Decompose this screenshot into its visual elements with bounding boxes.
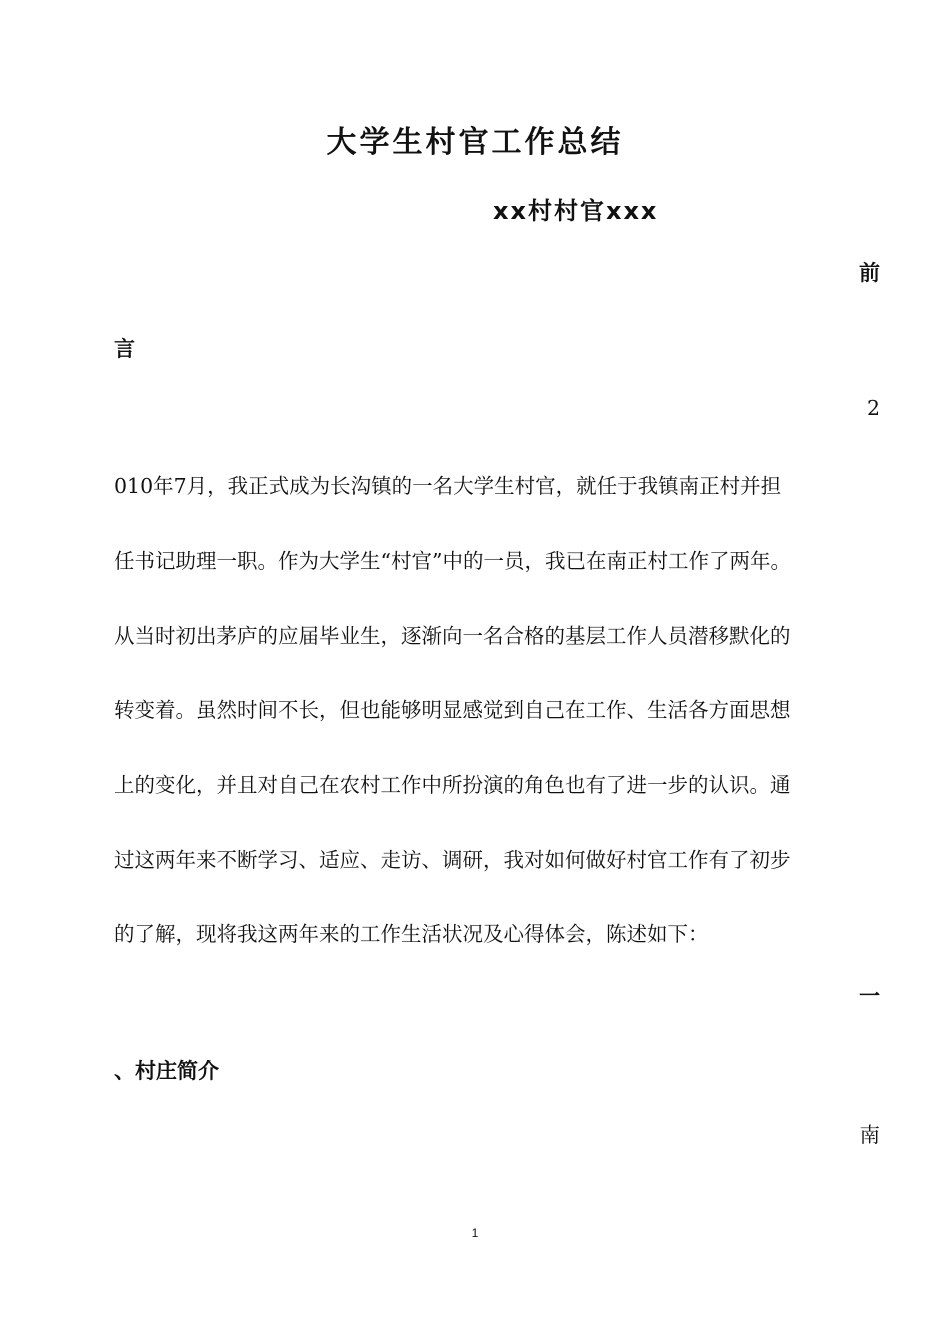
paragraph-line: 转变着。虽然时间不长，但也能够明显感觉到自己在工作、生活各方面思想 bbox=[114, 698, 791, 722]
paragraph-first-char: 2 bbox=[866, 396, 880, 420]
author-line: xx村村官xxx bbox=[493, 197, 659, 225]
preface-heading-part2: 言 bbox=[114, 337, 135, 361]
section-heading-part2: 、村庄简介 bbox=[114, 1059, 219, 1083]
paragraph-line: 过这两年来不断学习、适应、走访、调研，我对如何做好村官工作有了初步 bbox=[114, 848, 791, 872]
preface-heading-part1: 前 bbox=[859, 261, 880, 285]
section-heading-part1: 一 bbox=[859, 984, 880, 1008]
paragraph-line: 010年7月，我正式成为长沟镇的一名大学生村官，就任于我镇南正村并担 bbox=[114, 474, 782, 498]
paragraph-line: 的了解，现将我这两年来的工作生活状况及心得体会，陈述如下： bbox=[114, 922, 709, 946]
paragraph-line: 上的变化，并且对自己在农村工作中所扮演的角色也有了进一步的认识。通 bbox=[114, 773, 791, 797]
page-number: 1 bbox=[471, 1226, 479, 1240]
section-first-char: 南 bbox=[859, 1123, 880, 1147]
document-title: 大学生村官工作总结 bbox=[326, 125, 624, 160]
paragraph-line: 任书记助理一职。作为大学生“村官”中的一员，我已在南正村工作了两年。 bbox=[114, 549, 791, 573]
paragraph-line: 从当时初出茅庐的应届毕业生，逐渐向一名合格的基层工作人员潜移默化的 bbox=[114, 624, 791, 648]
